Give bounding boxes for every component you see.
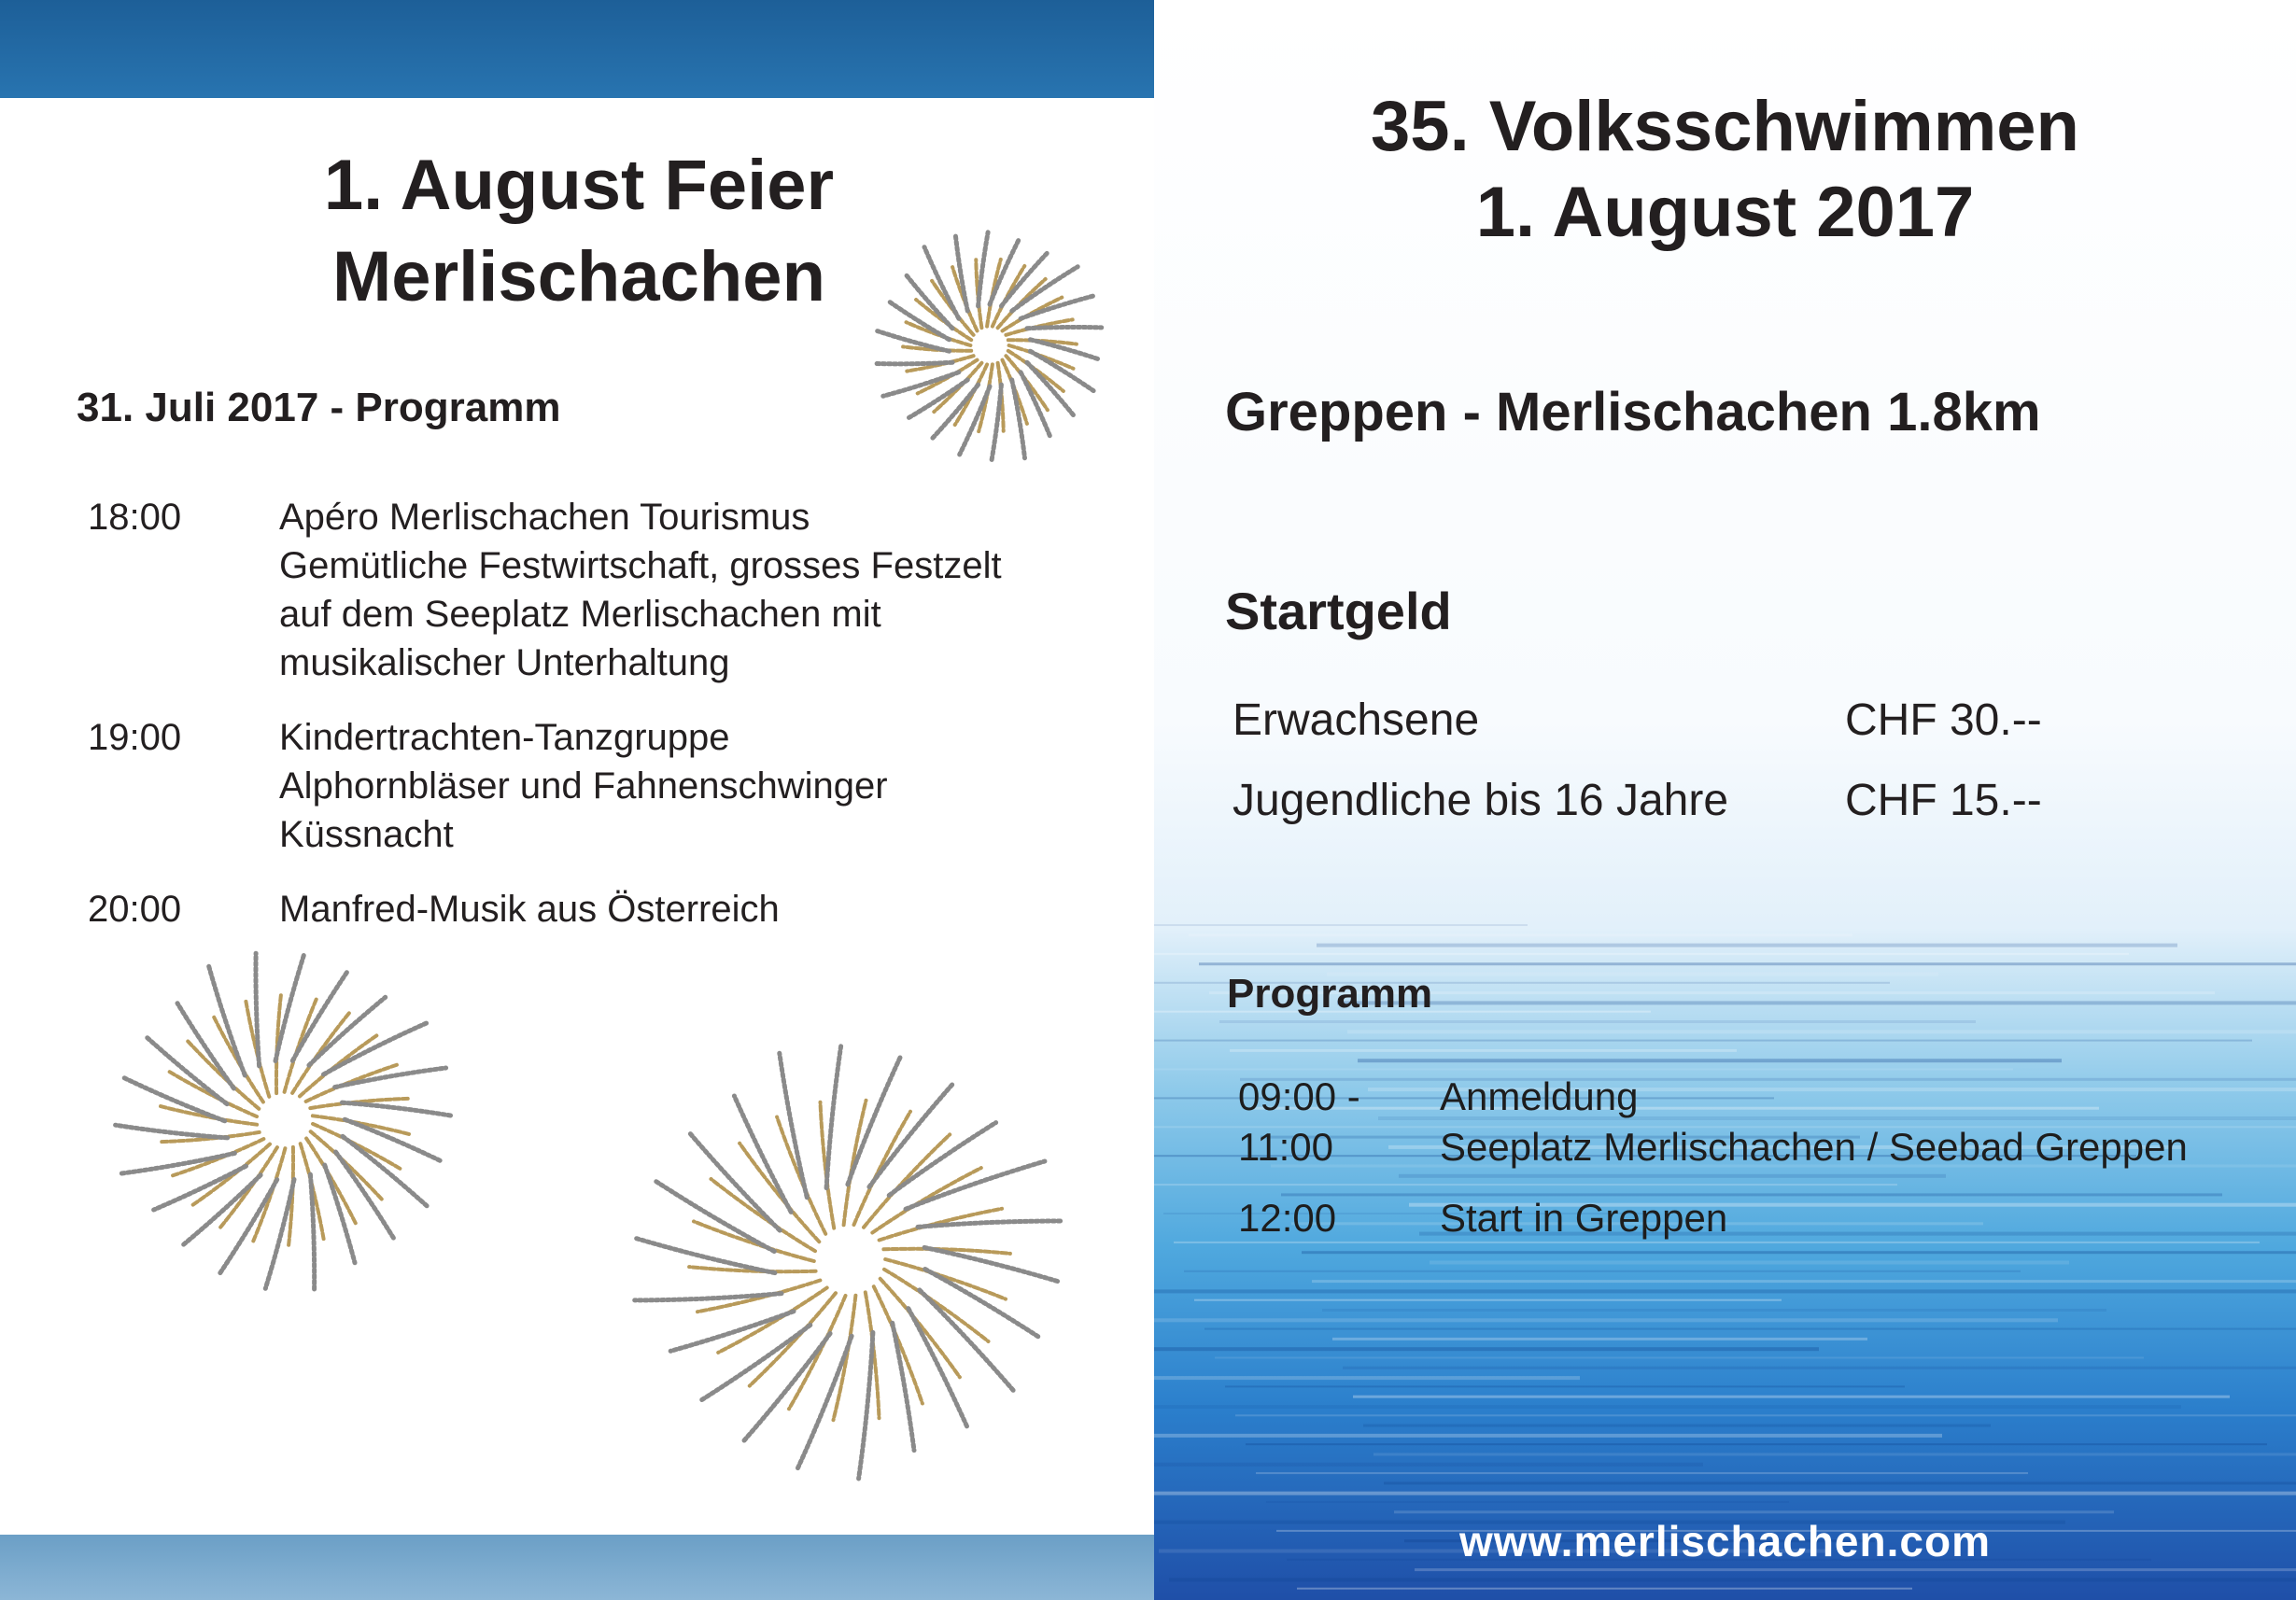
water-streak [1154,1463,1703,1467]
right-program [1238,1072,2284,1264]
firework-ray-silver [876,362,952,364]
water-streak [1219,1020,1976,1023]
fee-value: CHF 15.-- [1845,775,2042,825]
water-streak [1154,1289,2296,1293]
water-streak [1337,1001,2296,1004]
firework-ray-silver [924,247,959,319]
water-streak [1322,1309,2106,1312]
program-heading: Programm [1227,971,1433,1017]
program-line: Manfred-Musik aus Österreich [279,889,780,930]
program-line: Küssnacht [279,814,454,855]
program-line: Alphornbläser und Fahnenschwinger [279,765,888,807]
program-line: Anmeldung [1440,1074,1639,1118]
water-streak [1154,1347,1819,1351]
water-streak [1154,1405,2181,1409]
firework-ray-silver [120,1153,235,1173]
program-line: Seeplatz Merlischachen / Seebad Greppen [1440,1125,2188,1169]
fee-label: Jugendliche bis 16 Jahre [1233,775,1729,825]
water-streak [1297,1588,1912,1590]
left-program [88,493,1134,960]
water-streak [1199,962,2296,965]
right-title-line1: 35. Volksschwimmen [1371,87,2079,166]
bottom-blue-band [0,1535,1154,1600]
startgeld-heading: Startgeld [1225,582,1452,640]
water-streak [1154,924,1528,926]
program-line: Start in Greppen [1440,1196,1728,1240]
water-streak [1256,1472,2028,1474]
program-line: Kindertrachten-Tanzgruppe [279,717,730,758]
program-row [1238,1072,2284,1172]
firework-ray-silver [848,1057,901,1185]
firework-icon [103,938,467,1302]
right-title [1154,84,2296,256]
route-heading: Greppen - Merlischachen 1.8km [1225,382,2041,442]
firework-ray-silver [335,1068,446,1088]
water-streak [1189,933,1852,936]
program-line: Apéro Merlischachen Tourismus [279,497,810,538]
firework-ray-silver [220,1180,277,1273]
firework-ray-silver [256,953,260,1066]
firework-ray-silver [1012,380,1025,458]
water-streak [1266,1501,1789,1503]
water-streak [1415,1568,2296,1571]
water-streak [1373,1453,2296,1456]
water-streak [1235,1414,2296,1416]
water-streak [1154,1318,2058,1322]
firework-ray-silver [909,1309,968,1428]
water-streak [1343,1367,2296,1369]
program-row [1238,1193,2284,1243]
water-streak [1246,1443,2267,1445]
water-streak [1194,1299,1782,1301]
firework-ray-silver [955,235,967,311]
firework-ray-silver [124,1078,225,1121]
fee-value: CHF 30.-- [1845,695,2042,745]
firework-icon [864,215,1116,476]
firework-ray-silver [780,1053,808,1198]
firework-ray-silver [859,1332,873,1479]
firework-icon [621,1027,1078,1494]
program-line: musikalischer Unterhaltung [279,642,730,683]
water-streak [1154,1376,1580,1380]
program-description [279,713,1134,859]
program-description [279,493,1134,687]
program-time: 12:00 [1238,1196,1337,1240]
firework-ray-silver [310,1174,314,1290]
firework-ray-silver [655,1181,774,1251]
right-panel [1154,0,2296,1600]
water-streak [1230,1049,1737,1052]
water-streak [1317,944,2177,947]
firework-ray-silver [292,971,347,1061]
program-line: auf dem Seeplatz Merlischachen mit [279,594,881,635]
firework-ray-silver [925,1270,1040,1339]
website-link[interactable]: www.merlischachen.com [1459,1517,1991,1565]
program-line: Gemütliche Festwirtschaft, grosses Festzelt [279,545,1002,586]
water-streak [1347,1030,2296,1033]
program-time: 18:00 [88,497,182,538]
water-streak [1363,1425,1991,1427]
program-time: 20:00 [88,889,182,930]
left-title-line1: 1. August Feier [323,146,835,225]
water-streak [1384,1481,2296,1484]
water-streak [1358,1059,2062,1062]
program-time: 19:00 [88,717,182,758]
firework-ray-silver [826,1046,841,1188]
firework-ray-silver [889,1123,995,1196]
firework-ray-silver [992,385,1002,461]
firework-ray-silver [1027,327,1102,328]
firework-ray-silver [893,1323,914,1451]
program-row [88,885,1134,933]
program-row [88,493,1134,687]
program-description [1440,1072,2284,1172]
firework-ray-silver [798,1336,852,1467]
program-description [279,885,1134,933]
program-time: 09:00 - 11:00 [1238,1074,1360,1169]
water-streak [1394,1510,2114,1513]
fee-table [1233,680,2260,840]
program-row [88,713,1134,859]
water-streak [1169,1578,2296,1581]
water-streak [1154,953,2129,955]
firework-ray-silver [116,1125,228,1138]
firework-ray-silver [990,239,1020,305]
firework-ray-silver [342,1102,450,1116]
program-description [1440,1193,2284,1243]
water-streak [1204,1328,2296,1330]
water-streak [1154,1069,2013,1071]
top-blue-band [0,0,1154,98]
left-title [252,140,906,323]
water-streak [1184,1270,2021,1272]
firework-ray-silver [324,1023,428,1074]
fee-row [1233,680,2260,760]
water-streak [1312,1280,2296,1283]
fee-row [1233,760,2260,840]
water-streak [1154,1434,1942,1438]
left-title-line2: Merlischachen [332,237,825,316]
water-streak [1225,1385,1905,1387]
water-streak [1353,1396,2230,1398]
left-subtitle: 31. Juli 2017 - Programm [77,385,561,430]
right-title-line2: 1. August 2017 [1475,173,1975,252]
water-streak [1154,1040,2252,1042]
fee-label: Erwachsene [1233,695,1480,745]
water-streak [1215,1357,2144,1359]
firework-ray-silver [979,232,989,306]
water-streak [1332,1338,1867,1340]
water-streak [1154,1492,2296,1495]
firework-ray-silver [345,1119,442,1161]
firework-ray-silver [960,386,990,455]
